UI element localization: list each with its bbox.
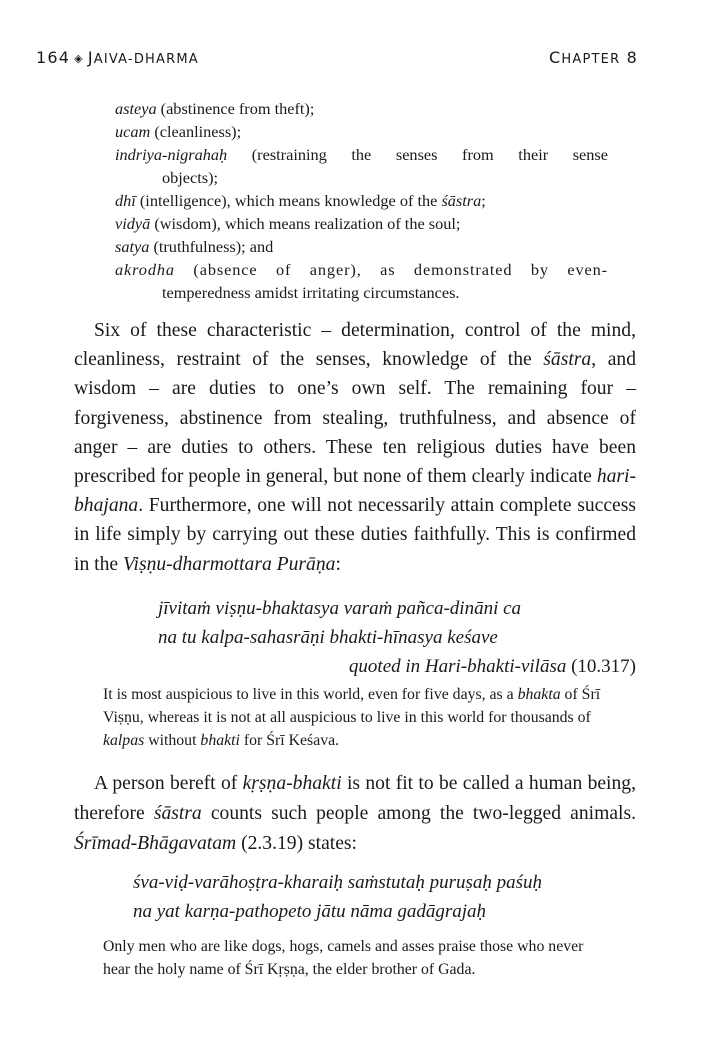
diamond-ornament-icon: ◈ (74, 52, 84, 65)
paragraph (74, 769, 636, 859)
list-term: ucam (115, 122, 151, 141)
translation-text: without (144, 732, 201, 749)
list-item (115, 258, 608, 281)
sanskrit-verse-2 (133, 868, 613, 926)
paragraph-text: Six of these characteristic – determination, control of the mind, cleanliness, restraint of the senses, knowledge of the (74, 320, 636, 371)
book-title-initial: J (87, 48, 94, 67)
chapter-initial: C (549, 48, 562, 67)
translation-text: It is most auspicious to live in this world, even for five days, as a (103, 686, 518, 703)
paragraph-text: A person bereft of (94, 773, 243, 794)
list-text: (abstinence from theft); (156, 99, 315, 118)
list-term: vidyā (115, 214, 151, 233)
scripture-title: Śrīmad-Bhāgavatam (74, 833, 237, 854)
body-paragraph-2 (74, 769, 636, 859)
chapter-number: 8 (626, 48, 638, 67)
list-item (115, 212, 608, 235)
translation-text: for Śrī Keśava. (239, 732, 340, 749)
verse-translation-1 (103, 683, 608, 752)
translation-text: of Śrī Viṣṇu, whereas it is not at all auspicious to live in this world for thousands of (103, 686, 601, 726)
paragraph-text: , and wisdom – are duties to one’s own self. The remaining four – forgiveness, abstinence from stealing, truthfulness, and absence of anger – are duties to others. These ten religious duties have been prescribed for people in general, but none of them clearly indicate (74, 349, 636, 488)
list-item-continuation: temperedness amidst irritating circumstances. (162, 283, 460, 302)
verse-line: na yat karṇa-pathopeto jātu nāma gadāgrajaḥ (133, 901, 487, 922)
verse-reference (158, 652, 636, 681)
verse-translation-2: Only men who are like dogs, hogs, camels and asses praise those who never hear the holy name of Śrī Kṛṣṇa, the elder brother of Gada. (103, 938, 584, 978)
list-term: śāstra (441, 191, 482, 210)
book-title-rest: AIVA-DHARMA (93, 52, 199, 67)
translation-italic: bhakti (200, 732, 240, 749)
paragraph-italic: hari-bhajana (74, 466, 636, 517)
header-left (36, 48, 199, 67)
duties-list (115, 97, 608, 304)
list-text: (cleanliness); (150, 122, 242, 141)
list-term: indriya-nigrahaḥ (115, 145, 228, 164)
scripture-title: Viṣṇu-dharmottara Purāṇa (122, 553, 336, 575)
list-term: asteya (115, 99, 157, 118)
list-text: (wisdom), which means realization of the soul; (150, 214, 461, 233)
list-text: ; (481, 191, 486, 210)
body-paragraph-1 (74, 316, 636, 579)
paragraph-text: (2.3.19) states: (236, 833, 357, 854)
list-term: akrodha (115, 260, 175, 279)
list-term: satya (115, 237, 150, 256)
list-item (115, 235, 608, 258)
page-number: 164 (36, 48, 71, 67)
reference-number: (10.317) (566, 656, 636, 677)
paragraph-italic: kṛṣṇa-bhakti (242, 773, 342, 794)
paragraph-text: is not fit to be called a human being, therefore (74, 773, 636, 824)
list-text: (truthfulness); and (149, 237, 274, 256)
list-text: (absence of anger), as demonstrated by even- (174, 260, 608, 279)
verse-line: śva-viḍ-varāhoṣṭra-kharaiḥ saṁstutaḥ puruṣaḥ paśuḥ (133, 872, 543, 893)
list-text: (restraining the senses from their sense (227, 145, 608, 164)
translation-italic: bhakta (517, 686, 561, 703)
running-header (36, 48, 638, 72)
paragraph-italic: śāstra (153, 803, 202, 824)
paragraph-text: . Furthermore, one will not necessarily attain complete success in life simply by carrying out these duties faithfully. This is confirmed in the (74, 495, 636, 575)
verse-line: na tu kalpa-sahasrāṇi bhakti-hīnasya keśave (158, 627, 498, 648)
list-item (115, 143, 608, 166)
list-item (115, 189, 608, 212)
list-item (115, 120, 608, 143)
chapter-rest: HAPTER (561, 52, 621, 67)
reference-source: quoted in Hari-bhakti-vilāsa (348, 656, 567, 677)
verse-line: jīvitaṁ viṣṇu-bhaktasya varaṁ pañca-dināni ca (158, 598, 522, 619)
list-term: dhī (115, 191, 136, 210)
paragraph-text: counts such people among the two-legged animals. (201, 803, 636, 824)
list-text: (intelligence), which means knowledge of the (135, 191, 442, 210)
paragraph-italic: śāstra (543, 349, 592, 371)
header-right (549, 48, 638, 67)
paragraph-text: : (335, 553, 341, 575)
list-item (115, 97, 608, 120)
translation-italic: kalpas (103, 732, 145, 749)
list-item-continuation: objects); (162, 168, 219, 187)
paragraph (74, 316, 636, 579)
sanskrit-verse-1 (158, 594, 636, 681)
